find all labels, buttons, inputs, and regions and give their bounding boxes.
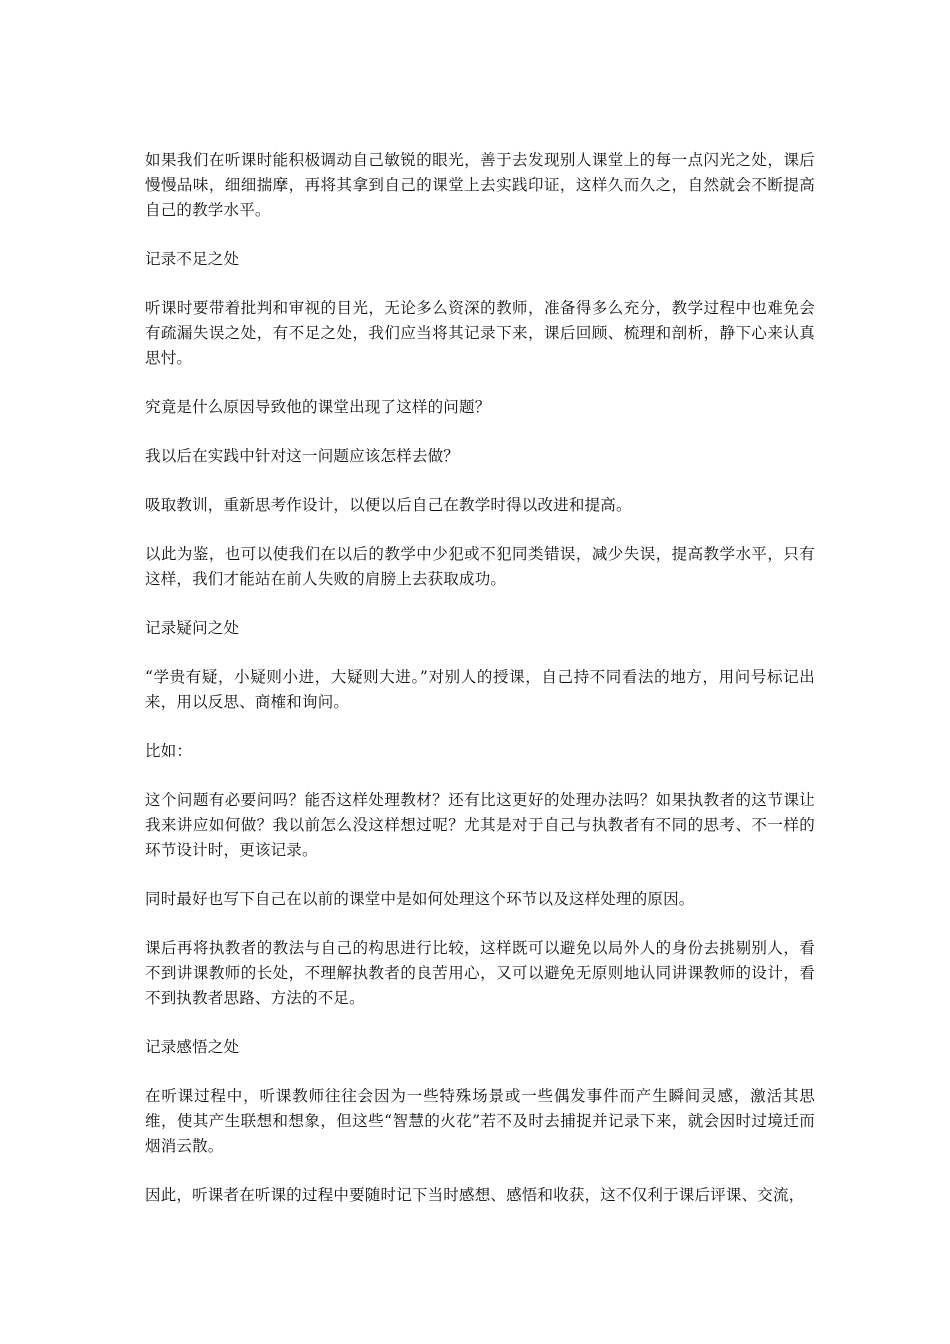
paragraph: 我以后在实践中针对这一问题应该怎样去做？ [145,447,460,465]
heading-record-questions: 记录疑问之处 [145,619,240,637]
paragraph: “学贵有疑，小疑则小进，大疑则大进。”对别人的授课，自己持不同看法的地方，用问号标记出来，用以反思、商榷和询问。 [145,668,815,711]
paragraph: 在听课过程中，听课教师往往会因为一些特殊场景或一些偶发事件而产生瞬间灵感，激活其思维，使其产生联想和想象，但这些“智慧的火花”若不及时去捕捉并记录下来，就会因时过境迁而烟消云散。 [145,1087,815,1155]
heading-record-shortcomings: 记录不足之处 [145,250,240,268]
paragraph: 课后再将执教者的教法与自己的构思进行比较，这样既可以避免以局外人的身份去挑剔别人，看不到讲课教师的长处，不理解执教者的良苦用心，又可以避免无原则地认同讲课教师的设计，看不到执教者思路、方法的不足。 [145,939,815,1007]
paragraph: 听课时要带着批判和审视的目光，无论多么资深的教师，准备得多么充分，教学过程中也难免会有疏漏失误之处，有不足之处，我们应当将其记录下来，课后回顾、梳理和剖析，静下心来认真思忖。 [145,299,815,367]
paragraph: 究竟是什么原因导致他的课堂出现了这样的问题？ [145,398,491,416]
paragraph: 吸取教训，重新思考作设计，以便以后自己在教学时得以改进和提高。 [145,496,632,514]
paragraph: 比如： [145,742,193,760]
document-body [145,148,815,1232]
paragraph: 这个问题有必要问吗？能否这样处理教材？还有比这更好的处理办法吗？如果执教者的这节课让我来讲应如何做？我以前怎么没这样想过呢？尤其是对于自己与执教者有不同的思考、不一样的环节设计时，更该记录。 [145,791,815,859]
paragraph: 因此，听课者在听课的过程中要随时记下当时感想、感悟和收获，这不仅利于课后评课、交流， [145,1186,805,1204]
paragraph: 以此为鉴，也可以使我们在以后的教学中少犯或不犯同类错误，减少失误，提高教学水平，只有这样，我们才能站在前人失败的肩膀上去获取成功。 [145,545,815,588]
paragraph-intro: 如果我们在听课时能积极调动自己敏锐的眼光，善于去发现别人课堂上的每一点闪光之处，课后慢慢品味，细细揣摩，再将其拿到自己的课堂上去实践印证，这样久而久之，自然就会不断提高自己的教学水平。 [145,151,815,219]
heading-record-insights: 记录感悟之处 [145,1038,240,1056]
paragraph: 同时最好也写下自己在以前的课堂中是如何处理这个环节以及这样处理的原因。 [145,890,695,908]
